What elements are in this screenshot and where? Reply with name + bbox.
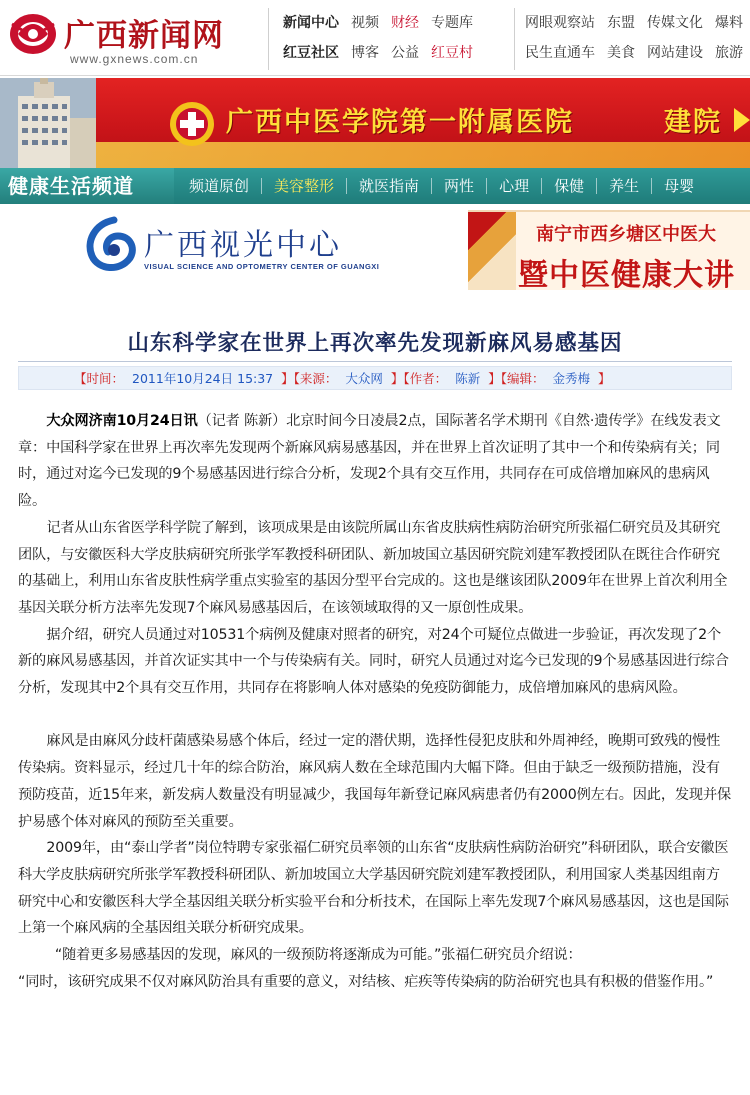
- arrow-right-icon: [734, 108, 750, 132]
- channel-item-maternity[interactable]: 母婴: [651, 178, 706, 194]
- tcm-ad-line-2: 暨中医健康大讲: [518, 258, 735, 290]
- nav-link-web-building[interactable]: 网站建设: [647, 45, 703, 61]
- channel-item-gender[interactable]: 两性: [431, 178, 486, 194]
- channel-nav-items: [176, 168, 706, 204]
- hospital-emblem-icon: [168, 100, 216, 148]
- article-paragraph-text: （记者 陈新）北京时间今日凌晨2点，国际著名学术期刊《自然·遗传学》在线发表文章：中国科学家在世界上再次率先发现两个新麻风病易感基因，并在世界上首次证明了其中一个和传染病有关；同时，通过对迄今已发现的9个易感基因进行综合分析，发现2个具有交互作用，共同存在可成倍增加麻风的患病风险。: [18, 413, 721, 510]
- nav-link-hongdou-community[interactable]: 红豆社区: [283, 45, 339, 61]
- channel-item-original[interactable]: 频道原创: [189, 177, 250, 195]
- meta-time-value: 2011年10月24日 15:37: [132, 371, 274, 386]
- article-paragraph: “同时，该研究成果不仅对麻风防治具有重要的意义，对结核、疟疾等传染病的防治研究也具有积极的借鉴作用。”: [18, 973, 714, 990]
- nav-link-observation[interactable]: 网眼观察站: [525, 15, 595, 31]
- nav-link-topics[interactable]: 专题库: [431, 15, 473, 31]
- tcm-lecture-ad[interactable]: [468, 210, 750, 290]
- site-logo[interactable]: [8, 6, 258, 70]
- title-divider: [18, 361, 732, 362]
- channel-item-psychology[interactable]: 心理: [486, 178, 541, 194]
- article-blank-line: [18, 702, 733, 729]
- nav-link-charity[interactable]: 公益: [391, 45, 419, 61]
- nav-link-tips[interactable]: 爆料: [715, 15, 743, 31]
- nav-link-asean[interactable]: 东盟: [607, 15, 635, 31]
- article-title: 山东科学家在世界上再次率先发现新麻风易感基因: [127, 331, 623, 356]
- nav-link-finance[interactable]: 财经: [391, 15, 419, 31]
- banner-stripe: [0, 142, 750, 168]
- channel-title[interactable]: 健康生活频道: [0, 168, 174, 204]
- article-paragraph: [18, 408, 733, 515]
- channel-item-wellness[interactable]: 养生: [596, 178, 651, 194]
- logo-emblem-icon: [8, 10, 58, 56]
- meta-end: 】: [597, 371, 611, 386]
- logo-url: www.gxnews.com.cn: [70, 52, 199, 66]
- channel-item-cosmetic[interactable]: 美容整形: [261, 178, 346, 194]
- channel-nav: [0, 168, 750, 204]
- logo-name: 广西新闻网: [64, 18, 224, 54]
- secondary-nav-group: [514, 8, 750, 70]
- nav-link-news-center[interactable]: 新闻中心: [283, 15, 339, 31]
- article-paragraph: 记者从山东省医学科学院了解到，该项成果是由该院所属山东省皮肤病性病防治研究所张福仁研究员及其研究团队，与安徽医科大学皮肤病研究所张学军教授科研团队、新加坡国立基因研究院刘建军教授团队在既往合作研究的基础上，利用山东省皮肤性病学重点实验室的基因分型平台完成的。这也是继该团队2009年在世界上首次利用全基因关联分析方法率先发现7个麻风易感基因后，在该领域取得的又一原创性成果。: [18, 519, 728, 616]
- nav-link-travel[interactable]: 旅游: [715, 45, 743, 61]
- hospital-name: 广西中医学院第一附属医院: [226, 107, 574, 138]
- article-paragraph: 据介绍，研究人员通过对10531个病例及健康对照者的研究，对24个可疑位点做进一步验证，再次发现了2个新的麻风易感基因，并首次证实其中一个与传染病有关。同时，研究人员通过对迄今已发现的9个易感基因进行综合分析，发现其中2个具有交互作用，共同存在将影响人体对感染的免疫防御能力，成倍增加麻风的患病风险。: [18, 626, 729, 697]
- nav-link-blog[interactable]: 博客: [351, 45, 379, 61]
- secondary-nav-row-2: [525, 38, 750, 68]
- article-meta: [18, 366, 732, 390]
- article-paragraph: 2009年，由“泰山学者”岗位特聘专家张福仁研究员率领的山东省“皮肤病性病防治研究”科研团队，联合安徽医科大学皮肤病研究所张学军教授科研团队、新加坡国立大学基因研究院刘建军教授团队，利用国家人类基因组南方研究中心和安徽医科大学全基因组关联分析实验平台和分析技术，在国际上率先发现7个麻风易感基因，这也是国际上第一个麻风病的全基因组关联分析研究成果。: [18, 840, 729, 937]
- nav-link-video[interactable]: 视频: [351, 15, 379, 31]
- meta-author-label: 】【作者：: [390, 371, 448, 386]
- meta-source-label: 】【来源：: [281, 371, 338, 386]
- optics-center-name: 广西视光中心: [144, 228, 342, 263]
- channel-item-healthcare[interactable]: 保健: [541, 178, 596, 194]
- meta-time-label: 【时间：: [74, 371, 125, 386]
- optics-center-ad[interactable]: [84, 212, 384, 284]
- site-header: [0, 0, 750, 76]
- main-nav-row-2: [283, 38, 504, 68]
- nav-link-food[interactable]: 美食: [607, 45, 635, 61]
- article-dateline: 大众网济南10月24日讯: [46, 413, 198, 429]
- channel-item-medical-guide[interactable]: 就医指南: [346, 178, 431, 194]
- article-body: [18, 408, 733, 995]
- article-paragraph: 麻风是由麻风分歧杆菌感染易感个体后，经过一定的潜伏期，选择性侵犯皮肤和外周神经，晚期可致残的慢性传染病。资料显示，经过几十年的综合防治，麻风病人数在全球范围内大幅下降。但由于缺乏一级预防措施，没有预防疫苗，近15年来，新发病人数量没有明显减少，我国每年新登记麻风病患者仍有2000例左右。因此，发现并保护易感个体对麻风的预防至关重要。: [18, 733, 732, 830]
- meta-editor-value: 金秀梅: [552, 371, 590, 386]
- article-paragraph: “随着更多易感基因的发现，麻风的一级预防将逐渐成为可能。”张福仁研究员介绍说：: [54, 947, 582, 964]
- secondary-nav-row-1: [525, 8, 750, 38]
- nav-link-hongdou-village[interactable]: 红豆村: [431, 45, 473, 61]
- meta-editor-label: 】【编辑：: [488, 371, 545, 386]
- nav-link-livelihood[interactable]: 民生直通车: [525, 45, 595, 61]
- meta-author-value: 陈新: [455, 371, 481, 386]
- hospital-ad-banner[interactable]: [0, 78, 750, 168]
- meta-source-value: 大众网: [345, 371, 383, 386]
- optics-logo-icon: [84, 216, 136, 272]
- nav-link-media-culture[interactable]: 传媒文化: [647, 15, 703, 31]
- tcm-ad-line-1: 南宁市西乡塘区中医大: [536, 224, 716, 245]
- optics-center-subtitle: VISUAL SCIENCE AND OPTOMETRY CENTER OF GUANGXI: [144, 262, 380, 271]
- main-nav-row-1: [283, 8, 504, 38]
- main-nav-group: [268, 8, 504, 70]
- ad-decoration: [468, 212, 516, 290]
- hospital-building-icon: [0, 78, 96, 168]
- hospital-banner-suffix: 建院: [664, 107, 722, 138]
